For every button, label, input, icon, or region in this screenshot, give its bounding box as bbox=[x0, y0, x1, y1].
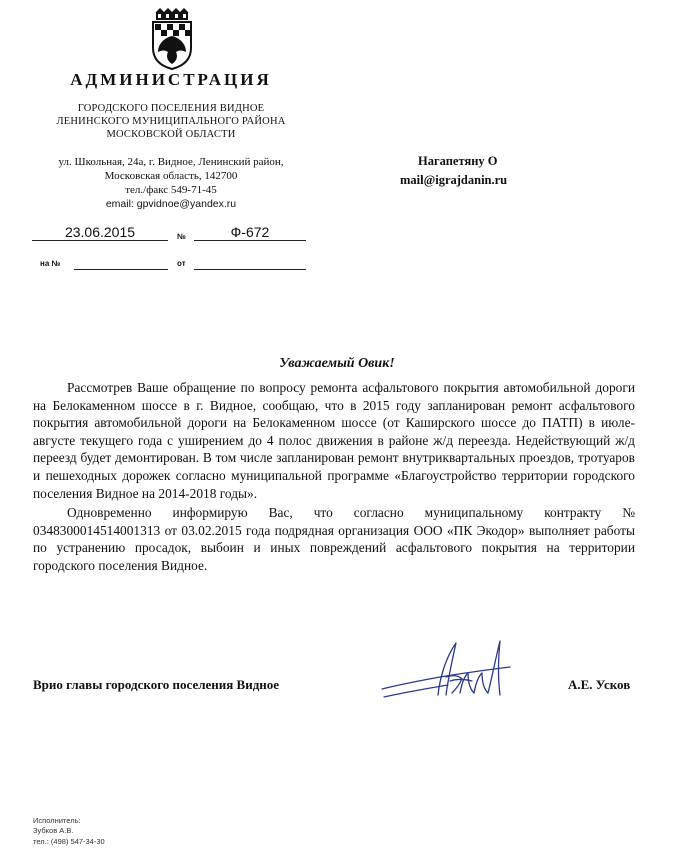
ref-number-label: на № bbox=[40, 259, 61, 268]
salutation: Уважаемый Овик! bbox=[279, 356, 395, 371]
executor-phone: тел.: (498) 547-34-30 bbox=[33, 837, 105, 846]
signer-title: Врио главы городского поселения Видное bbox=[33, 677, 280, 692]
ref-date-label: от bbox=[177, 259, 186, 268]
body-paragraph-1: Рассмотрев Ваше обращение по вопросу ремонта асфальтового покрытия автомобильной дороги на Белокаменном шоссе в г. Видное, сообщаю, что в 2015 году запланирован ремонт асфальтового покрытия автомобильной дороги на Белокаменном шоссе (от Каширского шоссе до ПАТП) в июле-августе текущего года с уширением до 4 полос движения в районе ж/д переезда. Недействующий ж/д переезд будет демонтирован. В том числе запланирован ремонт внутриквартальных проездов, тротуаров и пешеходных дорожек согласно муниципальной программе «Благоустройство территории городского поселения Видное на 2014-2018 годы». bbox=[33, 380, 635, 501]
org-line-2: ЛЕНИНСКОГО МУНИЦИПАЛЬНОГО РАЙОНА bbox=[56, 116, 286, 127]
address-email: email: gpvidnoe@yandex.ru bbox=[105, 198, 237, 210]
recipient-email: mail@igrajdanin.ru bbox=[400, 173, 508, 187]
coat-of-arms-icon bbox=[150, 8, 194, 70]
address-line-2: Московская область, 142700 bbox=[104, 170, 238, 182]
recipient-name: Нагапетяну О bbox=[418, 154, 498, 168]
address-line-3: тел./факс 549-71-45 bbox=[125, 184, 217, 196]
ref-number-field bbox=[74, 253, 168, 270]
body-paragraph-2: Одновременно информирую Вас, что согласно муниципальному контракту № 0348300014514001313 от 03.02.2015 года подрядная организация ООО «ПК Экодор» выполняет работы по устранению просадок, выбоин и иных повреждений асфальтового покрытия на территории городского поселения Видное. bbox=[33, 505, 635, 573]
number-value: Ф-672 bbox=[230, 224, 270, 240]
executor-label: Исполнитель: bbox=[33, 816, 81, 825]
ref-date-field bbox=[194, 253, 306, 270]
date-value: 23.06.2015 bbox=[64, 224, 136, 240]
org-title: АДМИНИСТРАЦИЯ bbox=[70, 70, 272, 89]
handwritten-signature bbox=[378, 637, 518, 707]
signer-name: А.Е. Усков bbox=[568, 677, 631, 692]
number-field bbox=[194, 224, 306, 241]
org-line-1: ГОРОДСКОГО ПОСЕЛЕНИЯ ВИДНОЕ bbox=[77, 103, 265, 114]
org-line-3: МОСКОВСКОЙ ОБЛАСТИ bbox=[106, 129, 236, 140]
number-label: № bbox=[177, 232, 186, 241]
executor-name: Зубков А.В. bbox=[33, 826, 74, 835]
address-line-1: ул. Школьная, 24а, г. Видное, Ленинский район, bbox=[58, 156, 284, 168]
date-field bbox=[32, 224, 168, 241]
